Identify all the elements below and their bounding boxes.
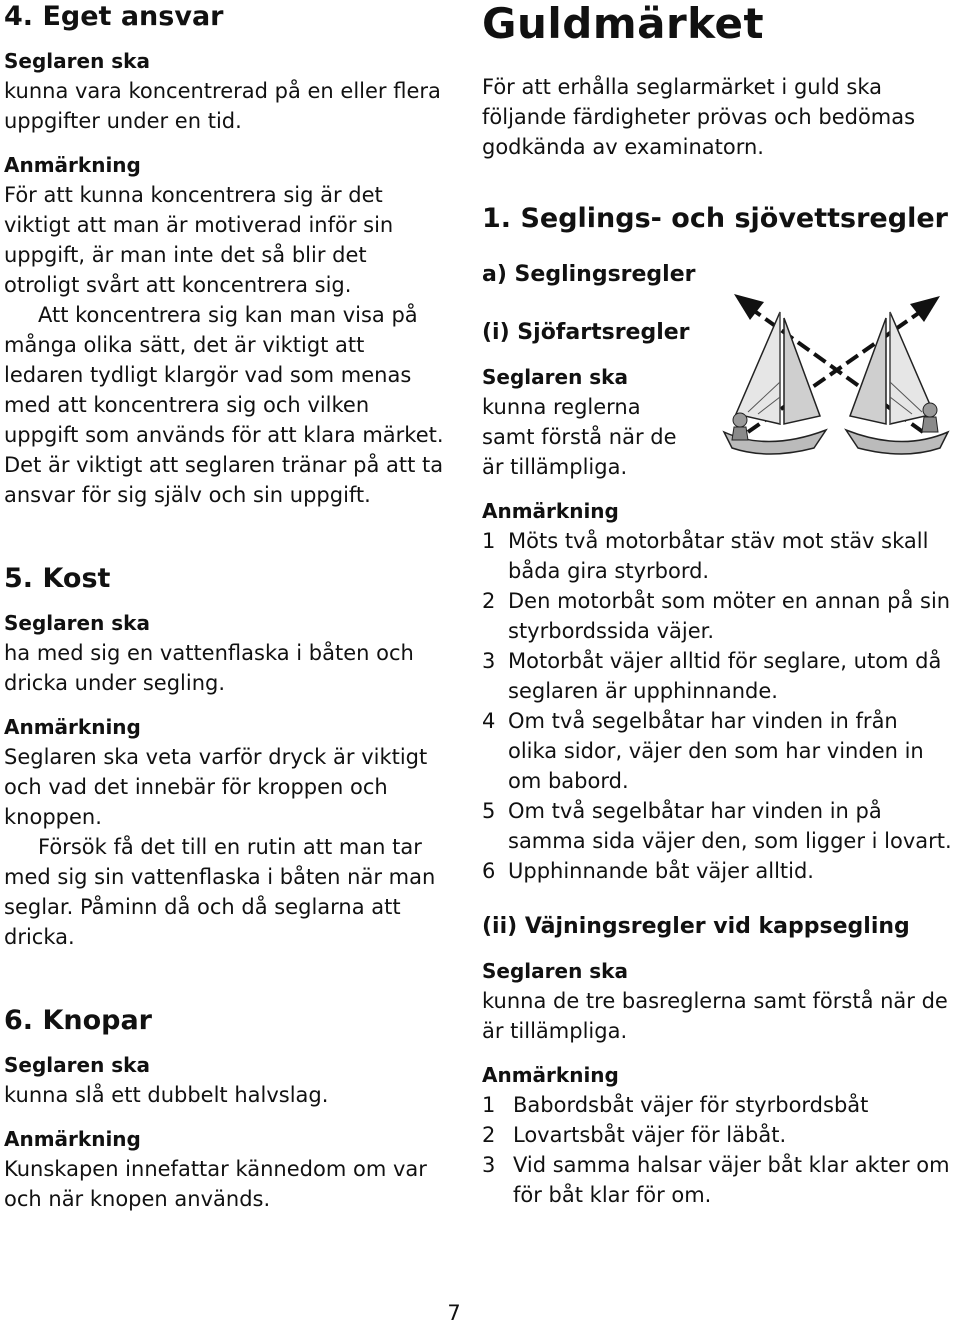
right-sailboat: [846, 312, 948, 454]
racing-rules-subheading: Seglaren ska: [482, 959, 628, 983]
section-4-note-text: För att kunna koncentrera sig är det viktigt att man är motiverad inför sin uppgift, är man inte det så blir det otroligt svårt att koncentrera sig.: [4, 183, 394, 297]
section-5-requirement: ha med sig en vattenflaska i båten och dricka under segling.: [4, 641, 414, 695]
sailing-rules-heading: a) Seglingsregler: [482, 262, 696, 287]
list-item-number: 6: [482, 859, 496, 883]
list-item-text: Babordsbåt väjer för styrbordsbåt: [513, 1093, 869, 1117]
list-item-number: 4: [482, 709, 496, 733]
list-item-text: Om två segelbåtar har vinden in från olika sidor, väjer den som har vinden in om babord.: [508, 709, 924, 793]
shipping-rules-heading: (i) Sjöfartsregler: [482, 320, 690, 345]
section-5-heading: 5. Kost: [4, 563, 111, 594]
list-item: [482, 796, 952, 856]
section-4-note-text-2: Att koncentrera sig kan man visa på många olika sätt, det är viktigt att ledaren tydligt klargör vad som menas med att koncentrera sig och vilken uppgift som används för att klara märket. Det är viktigt att seglaren tränar på att ta ansvar för sig själv och sin uppgift.: [4, 303, 444, 507]
list-item-text: Om två segelbåtar har vinden in på samma sida väjer den, som ligger i lovart.: [508, 799, 952, 853]
section-4-subheading: Seglaren ska: [4, 49, 150, 73]
section-4-note-label: Anmärkning: [4, 153, 141, 177]
left-column: [4, 0, 444, 1214]
page-title: Guldmärket: [482, 0, 765, 48]
shipping-rules-requirement: kunna reglerna samt förstå när de är tillämpliga.: [482, 395, 677, 479]
right-column: [482, 0, 952, 1210]
list-item: [482, 706, 952, 796]
shipping-rules-subheading: Seglaren ska: [482, 365, 628, 389]
section-6-note-label: Anmärkning: [4, 1127, 141, 1151]
racing-rules-list: [482, 1090, 952, 1210]
list-item-number: 3: [482, 1153, 496, 1177]
intro-text: För att erhålla seglarmärket i guld ska följande färdigheter prövas och bedömas godkända av examinatorn.: [482, 75, 916, 159]
list-item-text: Motorbåt väjer alltid för seglare, utom då seglaren är upphinnande.: [508, 649, 942, 703]
list-item-number: 2: [482, 1123, 496, 1147]
list-item-number: 3: [482, 649, 496, 673]
list-item-text: Möts två motorbåtar stäv mot stäv skall båda gira styrbord.: [508, 529, 929, 583]
section-4-heading: 4. Eget ansvar: [4, 1, 224, 32]
list-item-number: 1: [482, 1093, 496, 1117]
sailboats-crossing-illustration: [718, 282, 954, 468]
list-item: [482, 1120, 952, 1150]
list-item-text: Vid samma halsar väjer båt klar akter om för båt klar för om.: [513, 1153, 950, 1207]
section-6-subheading: Seglaren ska: [4, 1053, 150, 1077]
list-item: [482, 586, 952, 646]
racing-rules-requirement: kunna de tre basreglerna samt förstå när de är tillämpliga.: [482, 989, 948, 1043]
list-item: [482, 856, 952, 886]
section-4-requirement: kunna vara koncentrerad på en eller flera uppgifter under en tid.: [4, 79, 441, 133]
racing-rules-note-label: Anmärkning: [482, 1063, 619, 1087]
section-5-note-text: Seglaren ska veta varför dryck är viktigt och vad det innebär för kroppen och knoppen.: [4, 745, 428, 829]
page-number: 7: [447, 1301, 461, 1325]
section-6-note-text: Kunskapen innefattar kännedom om var och när knopen används.: [4, 1157, 427, 1211]
list-item-number: 1: [482, 529, 496, 553]
racing-rules-heading: (ii) Väjningsregler vid kappsegling: [482, 914, 910, 939]
shipping-rules-list: [482, 526, 952, 886]
list-item-number: 2: [482, 589, 496, 613]
section-6-heading: 6. Knopar: [4, 1005, 152, 1036]
list-item: [482, 646, 952, 706]
list-item: [482, 526, 952, 586]
list-item-text: Upphinnande båt väjer alltid.: [508, 859, 814, 883]
list-item-text: Lovartsbåt väjer för läbåt.: [513, 1123, 787, 1147]
section-6-requirement: kunna slå ett dubbelt halvslag.: [4, 1083, 329, 1107]
section-5-note-text-2: Försök få det till en rutin att man tar med sig sin vattenflaska i båten när man seglar. Påminn då och då seglarna att dricka.: [4, 835, 436, 949]
list-item: [482, 1090, 952, 1120]
section-5-note-label: Anmärkning: [4, 715, 141, 739]
list-item-text: Den motorbåt som möter en annan på sin styrbordssida väjer.: [508, 589, 951, 643]
shipping-rules-note-label: Anmärkning: [482, 499, 619, 523]
left-sailboat: [724, 312, 826, 454]
rules-heading: 1. Seglings- och sjövettsregler: [482, 203, 948, 234]
section-5-subheading: Seglaren ska: [4, 611, 150, 635]
list-item-number: 5: [482, 799, 496, 823]
list-item: [482, 1150, 952, 1210]
